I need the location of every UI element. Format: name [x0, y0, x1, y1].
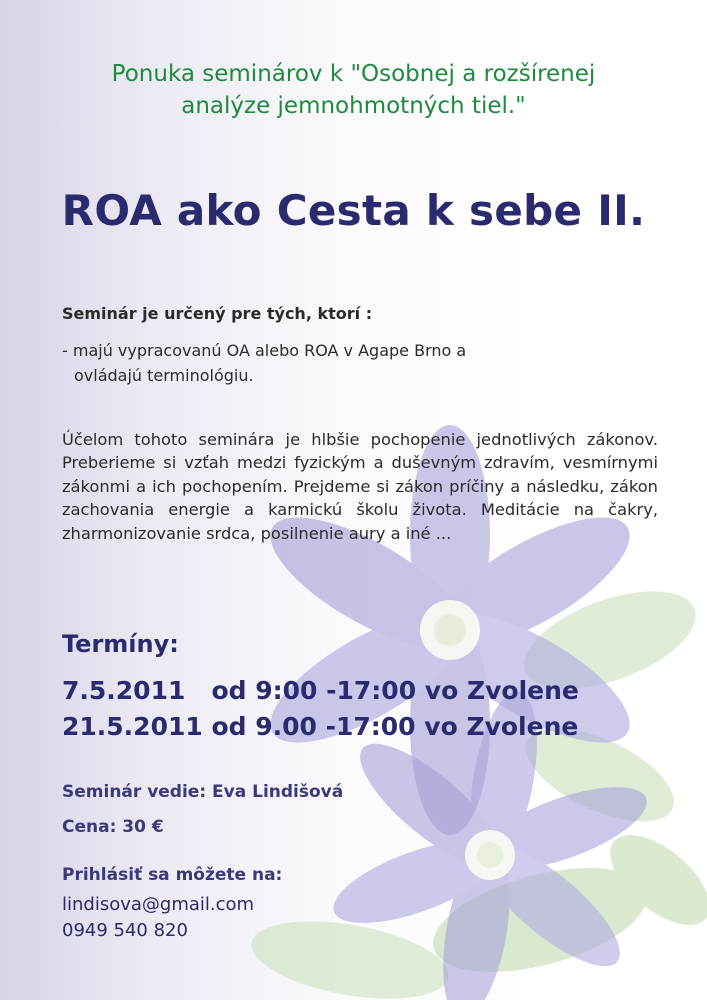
signup-label: Prihlásiť sa môžete na:: [62, 865, 283, 885]
seminar-title: ROA ako Cesta k sebe II.: [61, 186, 646, 235]
date-line-1: 7.5.2011 od 9:00 -17:00 vo Zvolene: [62, 676, 579, 705]
date-line-2: 21.5.2011 od 9.00 -17:00 vo Zvolene: [62, 712, 579, 741]
contact-phone: 0949 540 820: [62, 920, 188, 941]
offer-subtitle: [30, 58, 677, 122]
price-info: Cena: 30 €: [62, 817, 164, 837]
seminar-description: Účelom tohoto seminára je hlbšie pochopenie jednotlivých zákonov. Preberieme si vzťah medzi fyzickým a duševným zdravím, vesmírnymi zákonmi a ich pochopením. Prejdeme si zákon príčiny a následku, zákon zachovania energie a karmickú školu života. Meditácie na čakry, zharmonizovanie srdca, posilnenie aury a iné ...: [62, 430, 658, 543]
lecturer-info: Seminár vedie: Eva Lindišová: [62, 782, 344, 802]
audience-requirement-line-2: ovládajú terminológiu.: [74, 366, 254, 385]
contact-email: lindisova@gmail.com: [62, 894, 255, 915]
subtitle-line-1: Ponuka seminárov k "Osobnej a rozšírenej: [111, 61, 596, 87]
audience-requirement-line-1: - majú vypracovanú OA alebo ROA v Agape Brno a: [62, 341, 467, 360]
subtitle-line-2: analýze jemnohmotných tiel.": [181, 93, 526, 119]
dates-heading: Termíny:: [62, 630, 179, 658]
audience-heading: Seminár je určený pre tých, ktorí :: [62, 304, 373, 323]
